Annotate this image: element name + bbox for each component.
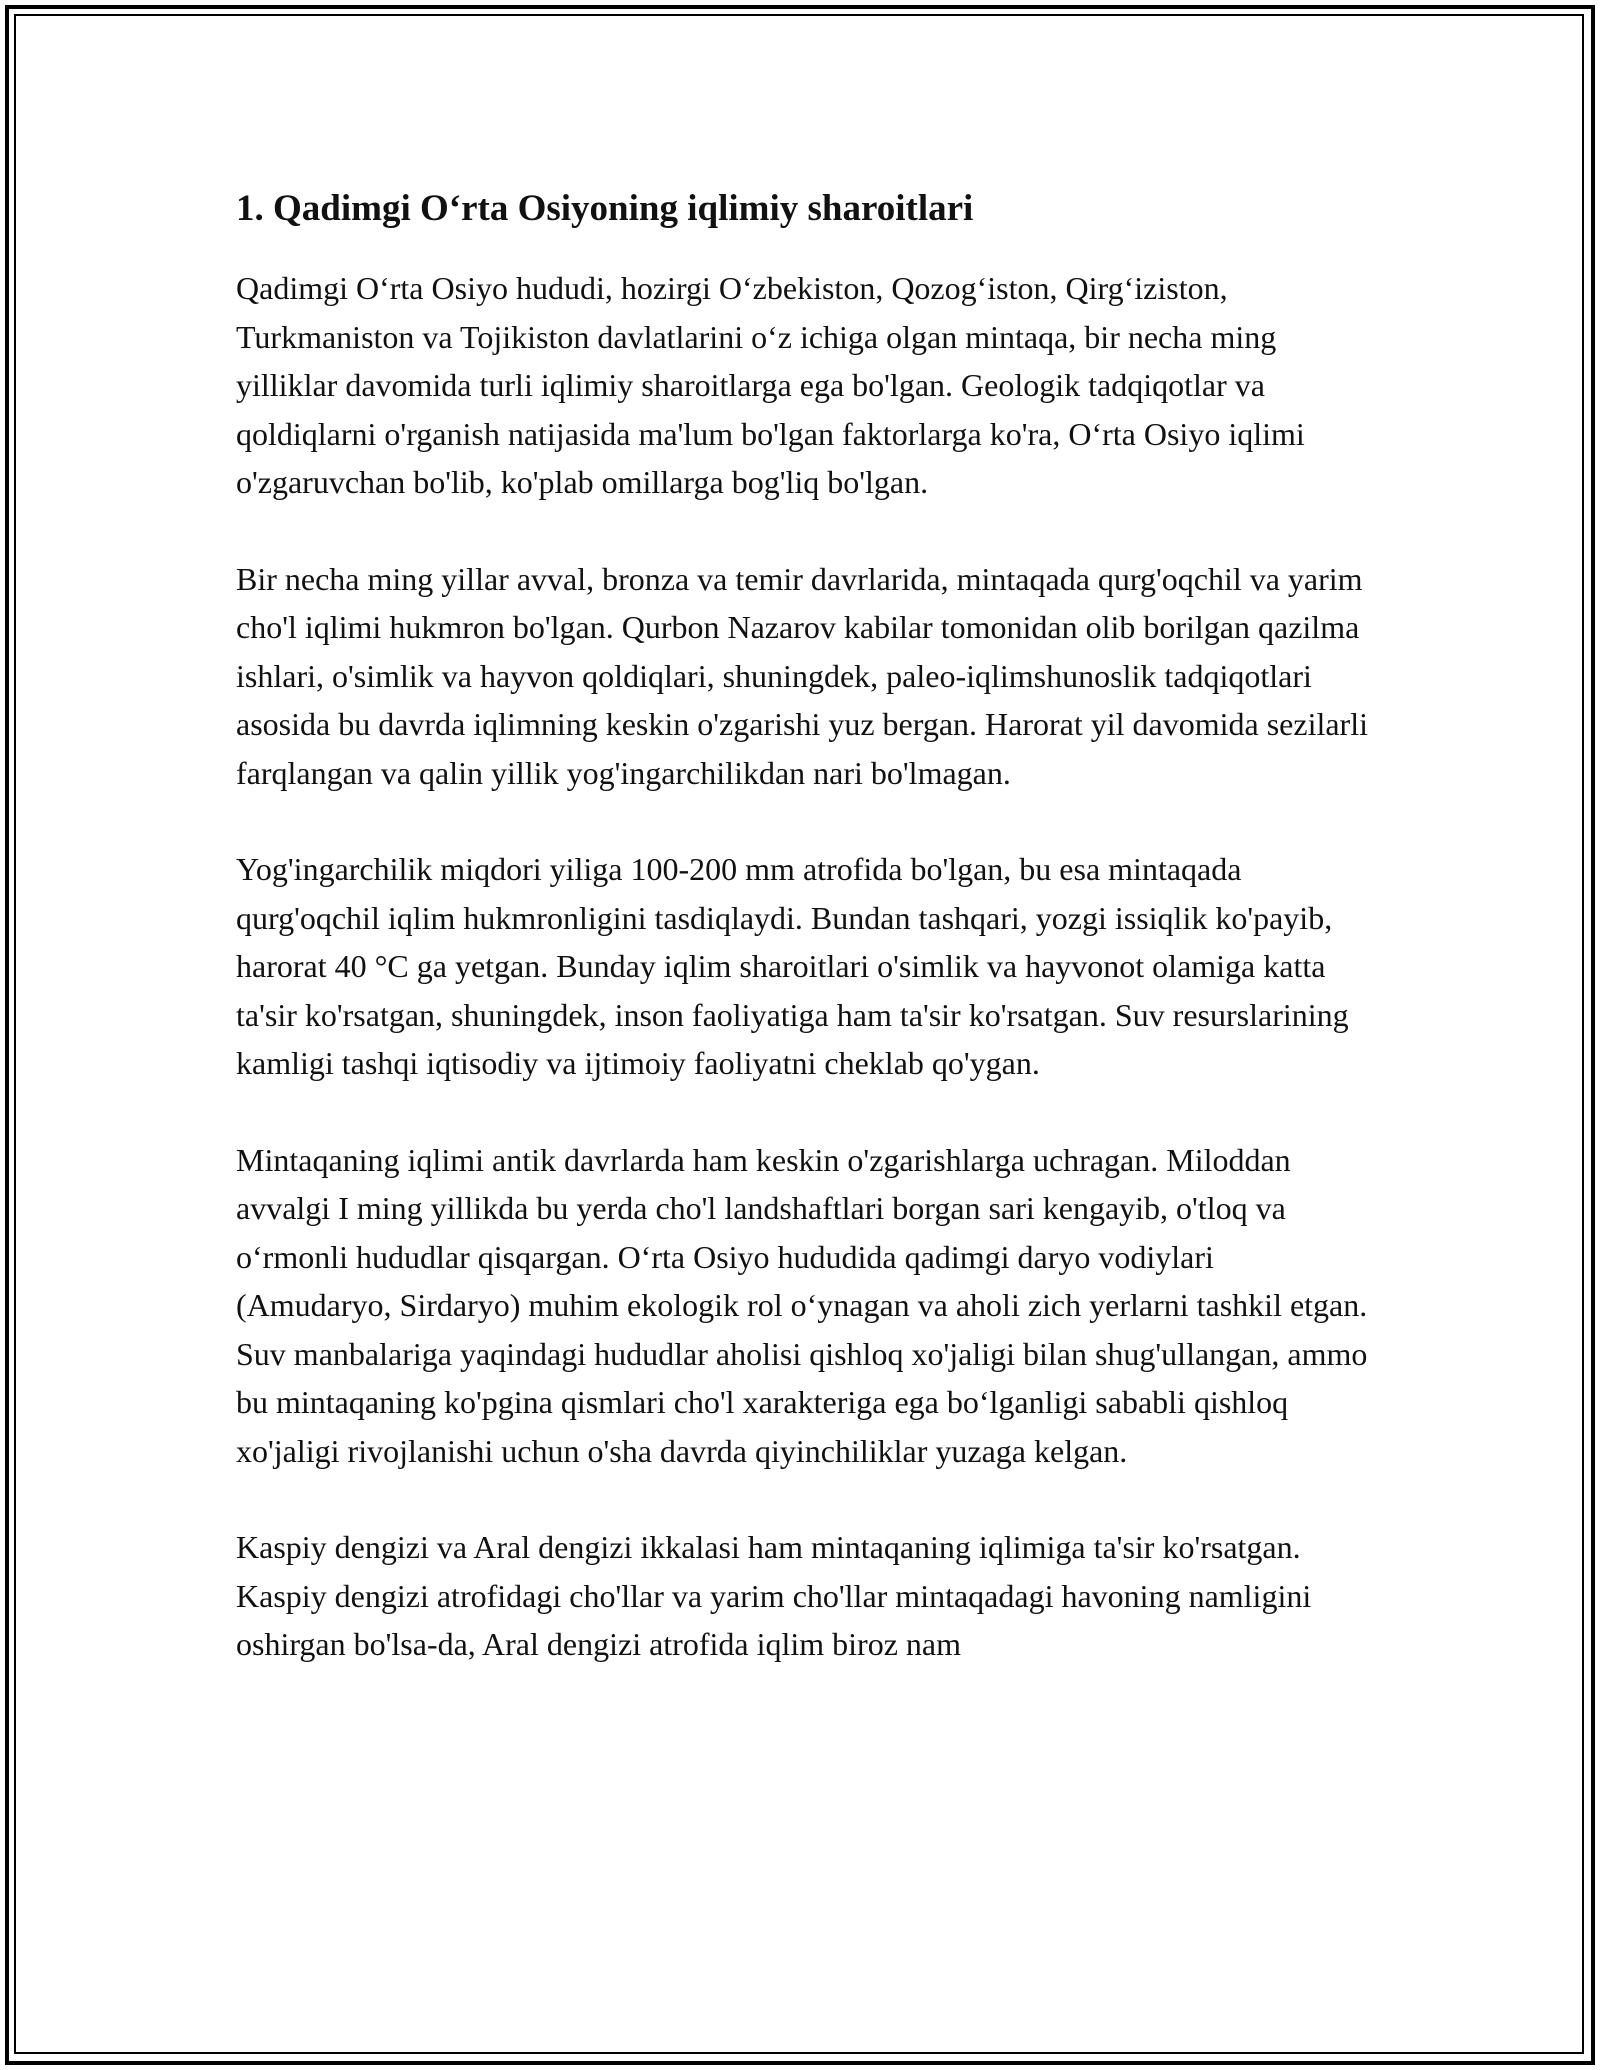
paragraph: Kaspiy dengizi va Aral dengizi ikkalasi ham mintaqaning iqlimiga ta'sir ko'rsatgan. Kaspiy dengizi atrofidagi cho'llar va yarim cho'llar mintaqadagi havoning namligini oshirgan bo'lsa-da, Aral dengizi atrofida iqlim biroz nam xyxy=(236,1529,1312,1663)
section-title: 1. Qadimgi O‘rta Osiyoning iqlimiy sharoitlari xyxy=(236,188,974,229)
paragraph: Qadimgi O‘rta Osiyo hududi, hozirgi O‘zbekiston, Qozog‘iston, Qirg‘iziston, Turkmaniston va Tojikiston davlatlarini o‘z ichiga olgan mintaqa, bir necha ming yilliklar davomida turli iqlimiy sharoitlarga ega bo'lgan. Geologik tadqiqotlar va qoldiqlarni o'rganish natijasida ma'lum bo'lgan faktorlarga ko'ra, O‘rta Osiyo iqlimi o'zgaruvchan bo'lib, ko'plab omillarga bog'liq bo'lgan. xyxy=(236,270,1305,501)
document-body xyxy=(236,186,1376,1717)
paragraph: Mintaqaning iqlimi antik davrlarda ham keskin o'zgarishlarga uchragan. Miloddan avvalgi I ming yillikda bu yerda cho'l landshaftlari borgan sari kengayib, o'tloq va o‘rmonli hududlar qisqargan. O‘rta Osiyo hududida qadimgi daryo vodiylari (Amudaryo, Sirdaryo) muhim ekologik rol o‘ynagan va aholi zich yerlarni tashkil etgan. Suv manbalariga yaqindagi hududlar aholisi qishloq xo'jaligi bilan shug'ullangan, ammo bu mintaqaning ko'pgina qismlari cho'l xarakteriga ega bo‘lganligi sababli qishloq xo'jaligi rivojlanishi uchun o'sha davrda qiyinchiliklar yuzaga kelgan. xyxy=(236,1141,1368,1469)
paragraph: Bir necha ming yillar avval, bronza va temir davrlarida, mintaqada qurg'oqchil va yarim cho'l iqlimi hukmron bo'lgan. Qurbon Nazarov kabilar tomonidan olib borilgan qazilma ishlari, o'simlik va hayvon qoldiqlari, shuningdek, paleo-iqlimshunoslik tadqiqotlari asosida bu davrda iqlimning keskin o'zgarishi yuz bergan. Harorat yil davomida sezilarli farqlangan va qalin yillik yog'ingarchilikdan nari bo'lmagan. xyxy=(236,560,1368,791)
paragraph: Yog'ingarchilik miqdori yiliga 100-200 mm atrofida bo'lgan, bu esa mintaqada qurg'oqchil iqlim hukmronligini tasdiqlaydi. Bundan tashqari, yozgi issiqlik ko'payib, harorat 40 °C ga yetgan. Bunday iqlim sharoitlari o'simlik va hayvonot olamiga katta ta'sir ko'rsatgan, shuningdek, inson faoliyatiga ham ta'sir ko'rsatgan. Suv resurslarining kamligi tashqi iqtisodiy va ijtimoiy faoliyatni cheklab qo'ygan. xyxy=(236,851,1349,1082)
